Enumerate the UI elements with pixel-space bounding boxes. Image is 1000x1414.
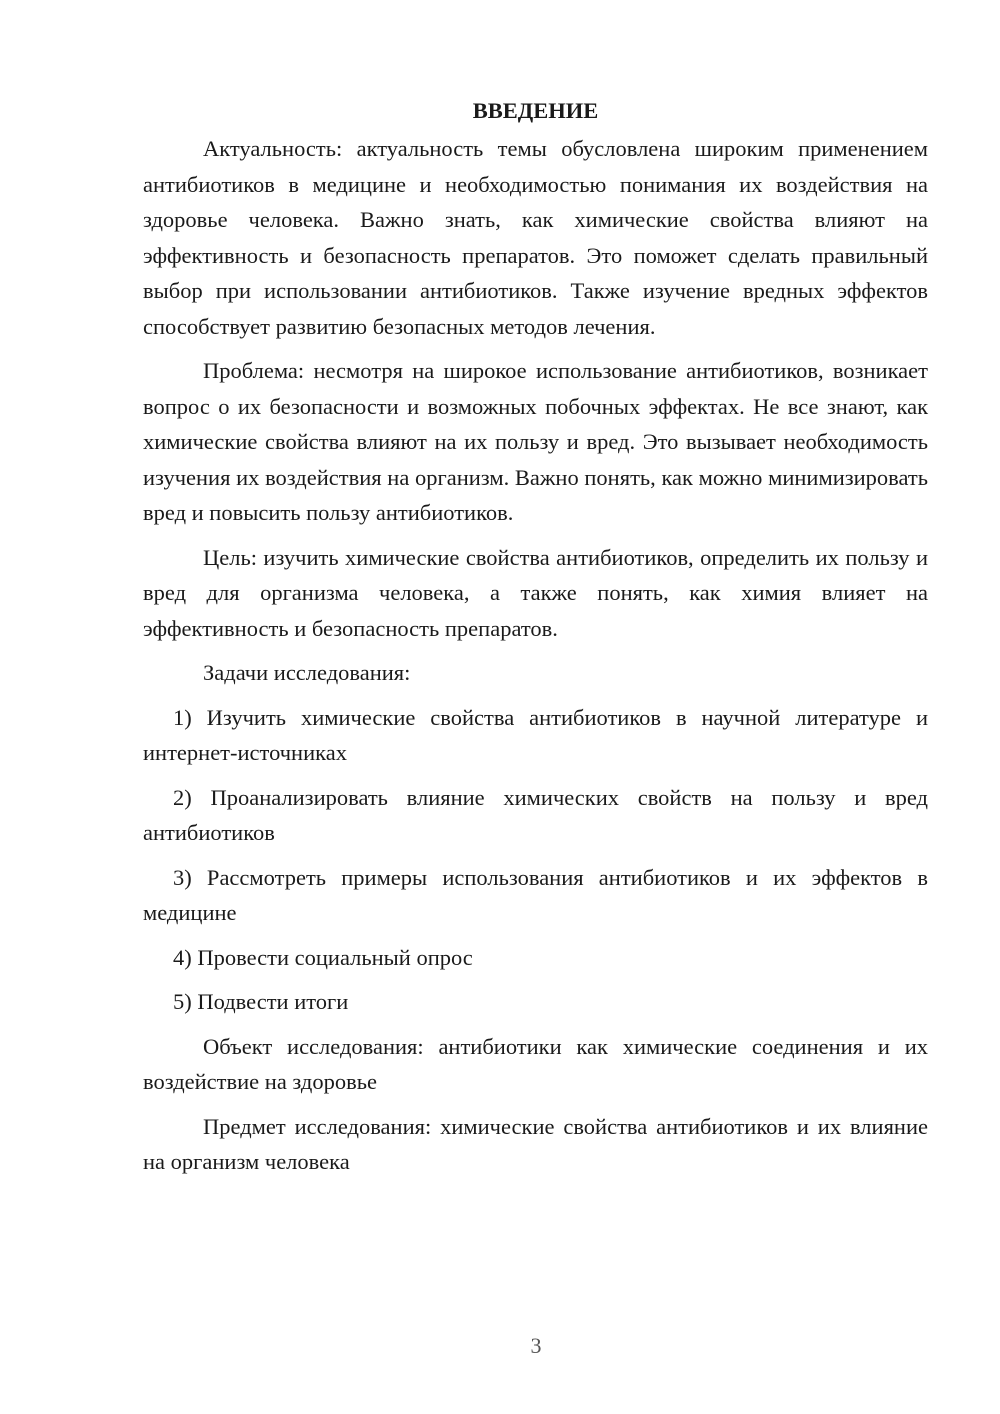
page-content (143, 97, 928, 1189)
tasks-heading: Задачи исследования: (203, 660, 411, 685)
object-paragraph: Объект исследования: антибиотики как химические соединения и их воздействие на здоровье (143, 1033, 928, 1094)
goal-paragraph: Цель: изучить химические свойства антибиотиков, определить их пользу и вред для организма человека, а также понять, как химия влияет на эффективность и безопасность препаратов. (143, 544, 928, 641)
page-number: 3 (530, 1333, 542, 1358)
task-item-3: 3) Рассмотреть примеры использования антибиотиков и их эффектов в медицине (143, 864, 928, 925)
relevance-paragraph: Актуальность: актуальность темы обусловлена широким применением антибиотиков в медицине и необходимостью понимания их воздействия на здоровье человека. Важно знать, как химические свойства влияют на эффективность и безопасность препаратов. Это поможет сделать правильный выбор при использовании антибиотиков. Также изучение вредных эффектов способствует развитию безопасных методов лечения. (143, 136, 928, 339)
task-item-1: 1) Изучить химические свойства антибиотиков в научной литературе и интернет-источниках (143, 704, 928, 765)
section-title: ВВЕДЕНИЕ (472, 98, 599, 123)
problem-paragraph: Проблема: несмотря на широкое использование антибиотиков, возникает вопрос о их безопасности и возможных побочных эффектах. Не все знают, как химические свойства влияют на их пользу и вред. Это вызывает необходимость изучения их воздействия на организм. Важно понять, как можно минимизировать вред и повысить пользу антибиотиков. (143, 358, 928, 525)
task-item-4: 4) Провести социальный опрос (173, 944, 473, 970)
task-item-2: 2) Проанализировать влияние химических свойств на пользу и вред антибиотиков (143, 784, 928, 845)
task-item-5: 5) Подвести итоги (173, 989, 349, 1014)
subject-paragraph: Предмет исследования: химические свойства антибиотиков и их влияние на организм человека (143, 1113, 928, 1174)
